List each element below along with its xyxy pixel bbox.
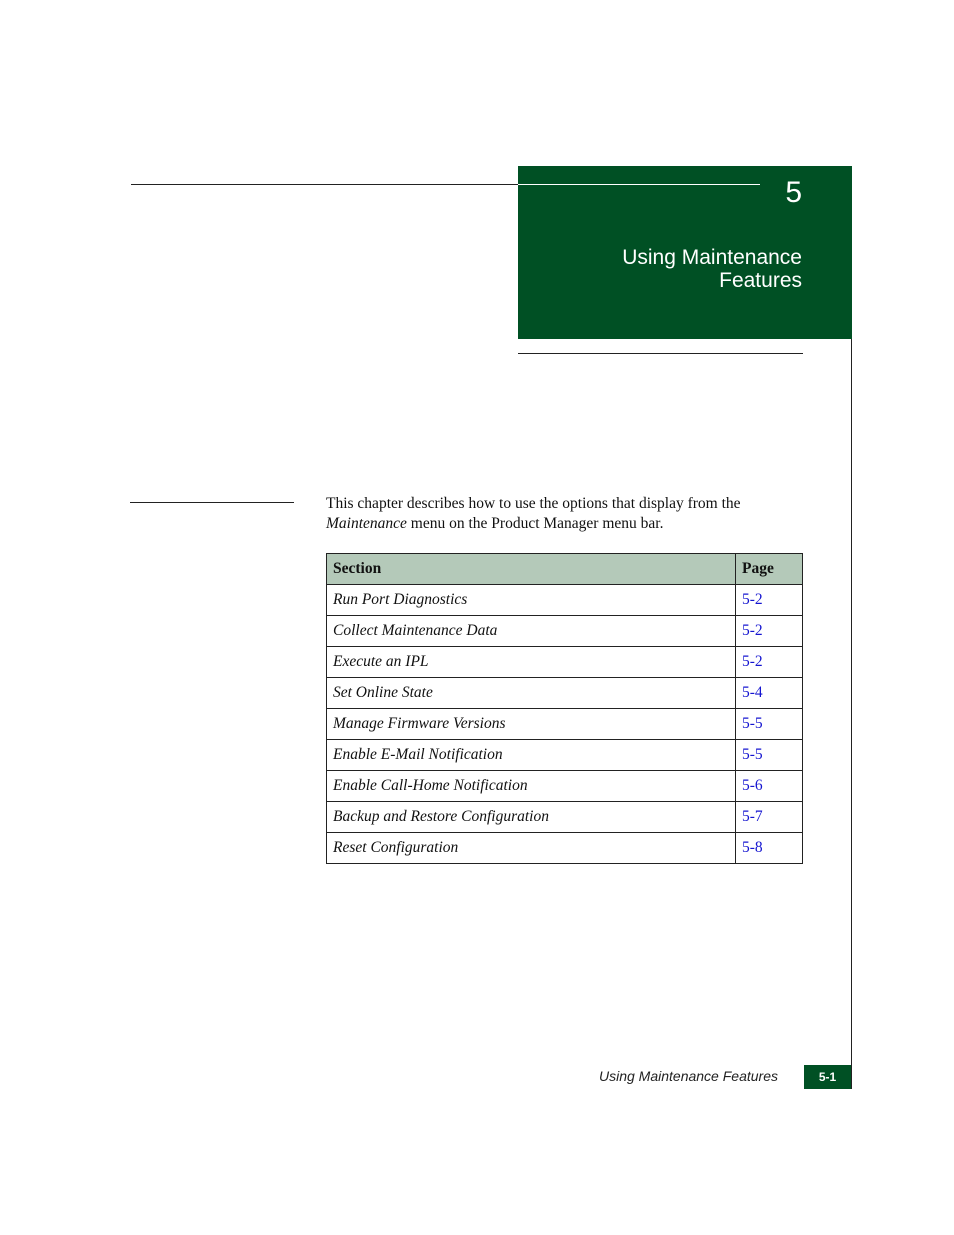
chapter-title-line2: Features [719,269,802,292]
banner-under-rule [518,353,803,354]
intro-text-2: menu on the Product Manager menu bar. [406,514,664,532]
chapter-title [522,246,802,292]
section-cell: Collect Maintenance Data [327,616,736,647]
chapter-banner [518,166,852,339]
top-rule [131,184,518,185]
chapter-title-line1: Using Maintenance [622,246,802,269]
table-header-row [327,554,803,585]
page-link[interactable]: 5-4 [736,678,803,709]
page-link[interactable]: 5-5 [736,709,803,740]
chapter-number: 5 [785,176,802,209]
table-row [327,833,803,864]
intro-text-1: This chapter describes how to use the options that display from the [326,495,741,512]
table-row [327,585,803,616]
table-row [327,616,803,647]
table-row [327,647,803,678]
table-row [327,802,803,833]
section-cell: Manage Firmware Versions [327,709,736,740]
page-link[interactable]: 5-7 [736,802,803,833]
page-link[interactable]: 5-2 [736,647,803,678]
section-cell: Backup and Restore Configuration [327,802,736,833]
right-margin-line [851,339,852,1089]
section-table [326,553,803,864]
intro-paragraph [326,494,806,533]
footer-title: Using Maintenance Features [599,1068,778,1084]
section-cell: Execute an IPL [327,647,736,678]
section-cell: Reset Configuration [327,833,736,864]
banner-rule [518,184,760,185]
page-link[interactable]: 5-8 [736,833,803,864]
section-cell: Enable Call-Home Notification [327,771,736,802]
table-row [327,740,803,771]
section-cell: Set Online State [327,678,736,709]
section-cell: Run Port Diagnostics [327,585,736,616]
page-header: Page [736,554,803,585]
section-cell: Enable E-Mail Notification [327,740,736,771]
intro-emphasis: Maintenance [326,514,407,532]
table-row [327,678,803,709]
table-row [327,771,803,802]
section-header: Section [327,554,736,585]
table-row [327,709,803,740]
page-link[interactable]: 5-6 [736,771,803,802]
page-number-badge: 5-1 [804,1065,851,1089]
page-link[interactable]: 5-2 [736,585,803,616]
page-link[interactable]: 5-5 [736,740,803,771]
left-section-rule [130,502,294,503]
page-link[interactable]: 5-2 [736,616,803,647]
